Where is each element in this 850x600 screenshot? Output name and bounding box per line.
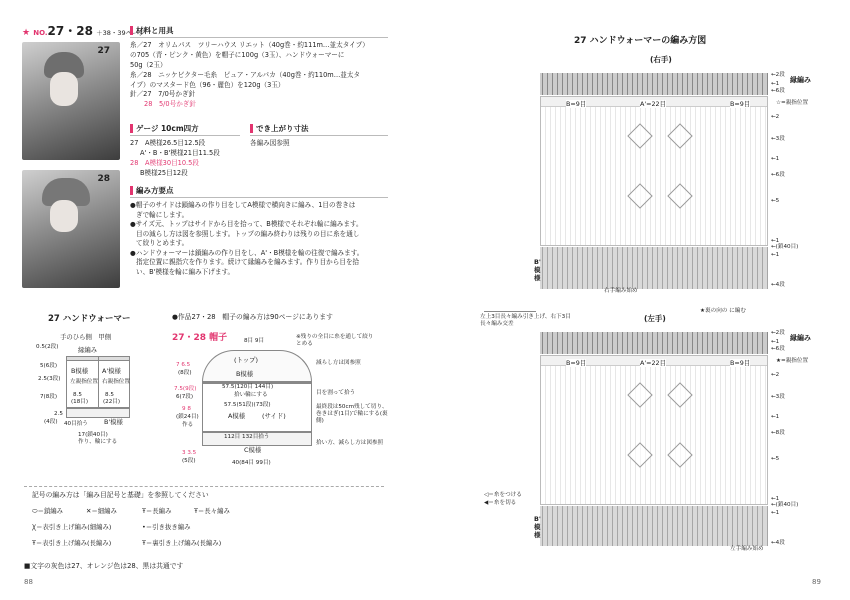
left-rim-chart [540,332,768,354]
hat-dim: 7.5(9段) [174,386,197,392]
cable-mark [667,382,692,407]
left-start-label: 左手編み始め [730,546,764,552]
row-number: ←1 [771,238,780,244]
single-crochet-icon: ✕ [86,507,92,515]
thread-cut-legend: ◀＝糸を切る [484,500,517,506]
divider [130,37,388,38]
front-post-sc-icon: Ꭓ [32,523,37,531]
left-hand-label: (左手) [644,314,666,323]
points-line: 指定位置に親指穴を作ります。続けて縁編みを編みます。作り目から目を拾 [136,258,360,267]
row-number: ←1 [771,414,780,420]
face-shape [50,200,78,232]
points-line: ●帽子のサイドは鎖編みの作り目をしてA模様で横向きに編み、1目の巻きは [130,201,356,209]
page-header [22,24,145,39]
hw-dim: 0.5(2段) [36,344,59,350]
hat-dim: (5段) [182,458,196,464]
gauge-line: B模様25目12段 [140,168,188,177]
materials-line: 50g（2玉） [130,60,167,69]
hat-dim: 112目 132目拾う [224,434,270,440]
hw-divider [98,357,99,409]
materials-line: 糸／28 ニッケビクター毛糸 ピュア・アルパカ（40g巻・約110m…並太タ [130,70,361,79]
left-cuff-chart [540,506,768,546]
right-thumb-label: ☆=親指位置 [776,100,809,106]
materials-heading: 材料と用具 [130,26,174,35]
cross-stitch-sample [484,294,536,312]
hw-dim: 2.5 [54,411,63,417]
right-start-label: 右手編み始め [604,288,638,294]
hat-dim: 7 6.5 [176,362,191,368]
hat-note-text: 減らし方は図参照 [316,360,361,366]
row-number: ←5 [771,456,780,462]
hat-note-text: 目を割って拾う [316,390,356,396]
legend-item: ＝表引き上げ編み(細編み) [36,523,112,531]
points-line: て絞りとめます。 [136,239,189,248]
cable-mark [627,382,652,407]
row-number: ←2段 [771,330,785,336]
front-post-dc-icon: Ŧ [32,539,36,547]
cable-mark [667,442,692,467]
hw-thumb-left: 左親指位置 [70,379,98,385]
row-number: ←6段 [771,172,785,178]
gauge-heading: ゲージ 10cm四方 [130,124,199,133]
thread-on-legend: ◁＝糸をつける [484,492,522,498]
materials-line: 針／27 7/0号かぎ針 [130,90,196,99]
hw-body [66,356,130,408]
row-number: ←3段 [771,394,785,400]
hat-dim: (鎖24目) [176,414,199,420]
right-title: 27 ハンドウォーマーの編み方図 [574,36,707,46]
left-row-numbers [771,330,811,550]
points-line: い、B'模様を輪に編み下げます。 [136,267,235,276]
hw-rim-label: 縁編み [78,346,98,354]
treble-crochet-icon: Ŧ [194,507,198,515]
divider [130,197,388,198]
row-number: ←5 [771,198,780,204]
hw-dim: (22目) [103,399,121,405]
left-thumb-label: ★=親指位置 [776,358,809,364]
row-number: ←1 [771,510,780,516]
cross-note: 左上3目長々編み引き上げ、右下3目長々編み交差 [480,314,571,327]
hw-dim: (4段) [44,419,58,425]
row-number: ←2 [771,372,780,378]
size-text: 各編み図参照 [250,139,290,147]
face-shape [50,72,78,106]
hw-dim: 2.5(3段) [38,376,61,382]
legend-item: ＝長々編み [197,507,230,515]
row-number: ←4段 [771,540,785,546]
photo-27 [22,42,120,160]
thumb-note: ★裏の向の に編む [700,308,746,314]
right-b2-label: B=9目 [730,100,751,108]
points-line: ●サイズ元、トップはサイドから目を拾って、B模様でそれぞれ輪に編みます。 [130,220,363,229]
right-row-numbers [771,72,811,292]
cable-mark [627,183,652,208]
chain-icon: ⬭ [32,507,38,515]
hw-dim: 8.5 [105,392,114,398]
divider [250,135,388,136]
materials-line: 糸／27 オリムパス ツリーハウス リエット（40g巻・約111m…並太タイプ） [130,41,369,49]
row-number: ←2 [771,114,780,120]
legend-item: ＝長編み [145,507,172,515]
row-number: ←(鎖40目) [771,244,799,250]
divider [130,135,240,136]
hat-dim: 9 8 [182,406,191,412]
left-b-label: B=9目 [566,359,587,367]
gauge-text [130,139,220,179]
hat-side-label: (サイド) [262,412,286,420]
hat-top-label: (トップ) [234,356,258,364]
left-b2-label: B=9目 [730,359,751,367]
hw-dim: (18目) [71,399,89,405]
hat-c-label: C模様 [244,446,262,454]
hw-b-label: B模様 [71,367,89,375]
double-crochet-icon: Ŧ [142,507,146,515]
materials-line: 28 5/0号かぎ針 [144,100,196,109]
legend-item: ＝細編み [91,507,117,515]
row-number: ←4段 [771,282,785,288]
right-rim-label: 縁編み [790,76,811,84]
row-number: ←2段 [771,72,785,78]
hw-thumb-right: 右親指位置 [102,379,130,385]
row-number: ←6段 [771,88,785,94]
hw-subtitle: 手のひら側 甲側 [60,333,112,341]
hat-dim: 3 3.5 [182,450,197,456]
gauge-line: A'・B・B'模様21目11.5段 [140,148,220,157]
legend [24,486,384,564]
gauge-line: 27 A模様26.5目12.5段 [130,139,206,147]
legend-item: ＝引き抜き編み [145,523,191,531]
left-a-label: A'=22目 [640,359,667,367]
hat-dim: 作る [182,422,194,428]
right-hand-label: (右手) [650,55,672,64]
hat-note-text: 拾い方、減らし方は図参照 [316,440,384,446]
materials-line: イプ）のマスタード色（96・麗色）を120g（3玉） [130,80,285,89]
hw-bottom: 17(鎖40目) [78,432,108,438]
hw-b2-label: B'模様 [104,418,123,426]
page-reference: ＋38・39ページ [96,29,146,37]
hw-diagram-title: 27 ハンドウォーマー [48,314,131,324]
legend-item: ＝裏引き上げ編み(長編み) [145,539,222,547]
hat-dim: 40(84目 99目) [232,460,271,466]
row-number: ←8段 [771,430,785,436]
points-line: 目の減らし方は図を参照します。トップの編み終わりは残りの目に糸を通し [136,229,360,238]
hat-dim: 拾い輪にする [234,392,268,398]
row-number: ←1 [771,339,780,345]
right-cuff-chart [540,247,768,289]
left-main-chart [540,355,768,505]
materials-line: の705（青・ピンク・黄色）を帽子に100g（3玉）、ハンドウォーマーに [130,50,345,59]
right-b-label: B=9目 [566,100,587,108]
hat-note-text: 最終段は50cm残して切り、巻きはぎ(1目)で輪にする(裏側) [316,404,388,424]
hat-dim: 57.5(51段)(73段) [224,402,271,408]
right-main-chart [540,96,768,246]
photo-label: 27 [97,46,110,56]
cable-mark [627,442,652,467]
pattern-number: 27・28 [47,24,93,38]
hat-a-label: A模様 [228,412,246,420]
photo-label: 28 [97,174,110,184]
page-number-left: 88 [24,578,33,586]
row-number: ←1 [771,81,780,87]
gauge-line: 28 A模様30目10.5段 [130,158,199,167]
hat-b-label: B模様 [236,370,254,378]
photo-28 [22,170,120,288]
right-a-label: A'=22目 [640,100,667,108]
hat-dim: 8目 9目 [244,338,265,344]
page-number-right: 89 [812,578,821,586]
legend-item: ＝表引き上げ編み(長編み) [35,539,112,547]
left-bprime-label: B' 模様 [534,515,541,539]
materials-text [130,41,392,110]
right-rim-chart [540,73,768,95]
star-icon: ★ [22,28,31,38]
legend-item: ＝鎖編み [37,507,64,515]
hw-dim: 7(8段) [40,394,58,400]
hw-cuff [66,408,130,418]
hw-dim: 5(6段) [40,363,58,369]
points-heading: 編み方要点 [130,186,174,195]
hw-dim: 40目拾う [64,421,88,427]
row-number: ←1 [771,156,780,162]
no-label: NO. [33,29,48,37]
hat-top [202,350,312,382]
footer-note: ■文字の灰色は27、オレンジ色は28、黒は共通です [24,562,184,570]
row-number: ←(鎖40目) [771,502,799,508]
size-heading: でき上がり寸法 [250,124,309,133]
hat-dim: (8段) [178,370,192,376]
slip-stitch-icon: • [142,523,146,531]
cable-mark [627,123,652,148]
right-bprime-label: B' 模様 [534,258,541,282]
cable-mark [667,183,692,208]
hat-note-text: ※残りの全目に糸を通して絞りとめる [296,334,374,347]
row-number: ←6段 [771,346,785,352]
row-number: ←1 [771,252,780,258]
points-line: ●ハンドウォーマーは鎖編みの作り目をし、A'・B模様を輪の往復で編みます。 [130,248,364,257]
hw-bottom: 作り、輪にする [78,439,118,445]
hw-a-label: A'模様 [102,367,121,375]
left-rim-label: 縁編み [790,334,811,342]
points-line: ぎで輪にします。 [136,210,189,219]
back-post-dc-icon: Ŧ [142,539,146,547]
hat-note: ●作品27・28 帽子の編み方は90ページにあります [172,313,333,321]
hat-dim: 6(7段) [176,394,194,400]
hat-diagram-title: 27・28 帽子 [172,333,228,343]
legend-title: 記号の編み方は「編み目記号と基礎」を参照してください [32,491,209,499]
points-text [130,201,392,277]
row-number: ←1 [771,496,780,502]
hat-dim: 57.5(120目 144目) [222,384,274,390]
row-number: ←3段 [771,136,785,142]
cable-mark [667,123,692,148]
hw-dim: 8.5 [73,392,82,398]
